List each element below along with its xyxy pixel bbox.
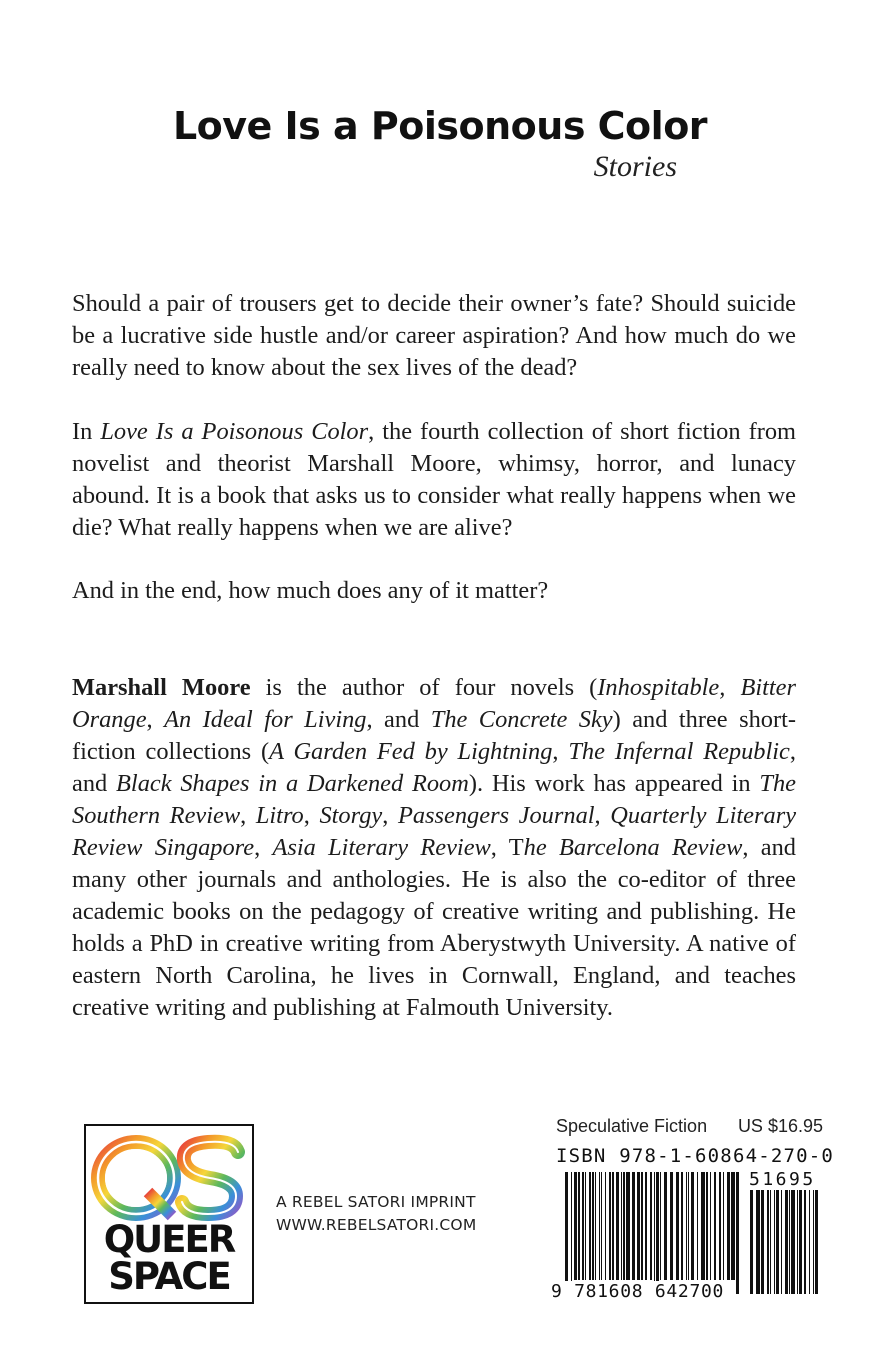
barcode-bar (664, 1172, 667, 1280)
qs-monogram-icon (86, 1126, 252, 1226)
barcode-bar (686, 1172, 687, 1280)
barcode-bar (609, 1172, 611, 1280)
price-label: US $16.95 (737, 1116, 823, 1136)
barcode-bar (641, 1172, 643, 1280)
barcode-bar (650, 1172, 652, 1280)
journal-title: Litro (255, 802, 304, 829)
bio-seg: , (594, 802, 611, 829)
barcode-bar (799, 1190, 802, 1294)
blurb-text-2 (72, 416, 796, 544)
journal-title: Passengers Journal (397, 802, 595, 829)
journal-title: Quarterly Literary Review Singapore (72, 802, 797, 861)
bio-seg: , (254, 834, 273, 861)
barcode-bar (645, 1172, 647, 1280)
collection-title: Black Shapes in a Darkened Room (116, 770, 469, 797)
collection-title: The Infernal Republic (568, 738, 790, 765)
ean-digits: 9 781608 642700 (551, 1281, 725, 1302)
bio-seg: ) and three short-fiction collections ( (72, 706, 796, 765)
isbn-label: ISBN 978-1-60864-270-0 (556, 1145, 835, 1167)
imprint-name: A REBEL SATORI IMPRINT (276, 1193, 476, 1211)
barcode-bar (731, 1172, 735, 1280)
barcode-bar (595, 1172, 596, 1280)
barcode-bar (706, 1172, 708, 1280)
barcode-bar (691, 1172, 694, 1280)
barcode-bar (616, 1172, 619, 1280)
barcode-bar (585, 1172, 586, 1280)
blurb-book-title: Love Is a Poisonous Color (100, 418, 369, 445)
barcode-bar (750, 1190, 753, 1294)
bio-seg: , (552, 738, 569, 765)
barcode-bar (626, 1172, 630, 1280)
addon-digits: 51695 (749, 1169, 816, 1190)
barcode-bar (599, 1172, 600, 1280)
book-subtitle: Stories (593, 150, 677, 183)
barcode-bar (723, 1172, 724, 1280)
publisher-info (276, 1191, 476, 1237)
barcode-bar (637, 1172, 640, 1280)
barcode-bar (736, 1172, 739, 1294)
bio-seg: is the author of four novels ( (250, 674, 598, 701)
author-bio-text (72, 672, 796, 1024)
blurb-body: , the fourth collection of short fiction from novelist and theorist Marshall Moore, whimsy, horror, and lunacy abound. It is a book that asks us to consider what really happens when we die? What really happens when we are alive? (72, 418, 796, 541)
blurb-text-3: And in the end, how much does any of it matter? (72, 577, 549, 604)
blurb-paragraph-3 (72, 575, 796, 607)
barcode-bar (623, 1172, 625, 1280)
barcode-bar (621, 1172, 622, 1280)
logo-word-space: SPACE (108, 1255, 230, 1298)
bio-seg: , (303, 802, 320, 829)
author-bio (72, 672, 796, 1024)
barcode-bar (815, 1190, 818, 1294)
qs-monogram-text: QS (86, 1126, 88, 1127)
barcode-bar (654, 1172, 655, 1294)
barcode-bar (670, 1172, 673, 1280)
bio-seg: , and many other journals and anthologies. He is also the co-editor of three academic books on the pedagogy of creative writing and publishing. He holds a PhD in creative writing from Aberystwyth University. A native of eastern North Carolina, he lives in Cornwall, England, and teaches creative writing and publishing at Falmouth University. (72, 834, 796, 1021)
logo-word-queer: QUEER (103, 1218, 235, 1261)
barcode-bar (632, 1172, 635, 1280)
barcode-bar (701, 1172, 705, 1280)
barcode-bar (809, 1190, 810, 1294)
barcode-bar (804, 1190, 806, 1294)
barcode-bar (676, 1172, 679, 1280)
ean-barcode (565, 1172, 745, 1294)
bio-seg: , T (490, 834, 524, 861)
journal-title: he Barcelona Review (523, 834, 743, 861)
blurb-text-1: Should a pair of trousers get to decide their owner’s fate? Should suicide be a lucrative side hustle and/or career aspiration? And how much do we really need to know about the sex lives of the dead? (72, 290, 796, 381)
barcode-bar (578, 1172, 580, 1280)
barcode-bar (656, 1172, 659, 1294)
barcode-bar (592, 1172, 594, 1280)
barcode-bar (612, 1172, 614, 1280)
blurb-prefix: In (72, 418, 101, 445)
barcode-bar (565, 1172, 568, 1294)
barcode-bar (697, 1172, 698, 1280)
price-addon-barcode (750, 1190, 824, 1294)
novel-title: Inhospitable, Bitter Orange (72, 674, 796, 733)
bio-seg: , (382, 802, 398, 829)
barcode-bar (785, 1190, 788, 1294)
novel-title: The Concrete Sky (430, 706, 613, 733)
barcode-bar (719, 1172, 721, 1280)
barcode-bar (761, 1190, 764, 1294)
barcode-bar (605, 1172, 606, 1280)
barcode-bar (774, 1190, 775, 1294)
barcode-bar (589, 1172, 591, 1280)
blurb-paragraph-1 (72, 288, 796, 384)
novel-title: An Ideal for Living (164, 706, 367, 733)
collection-title: A Garden Fed by Lightning (269, 738, 553, 765)
journal-title: The Southern Review (72, 770, 796, 829)
barcode-bar (813, 1190, 814, 1294)
barcode-bar (781, 1190, 782, 1294)
queer-space-logo (84, 1124, 254, 1304)
barcode-bar (756, 1190, 760, 1294)
bio-seg: , (240, 802, 256, 829)
journal-title: Asia Literary Review (272, 834, 491, 861)
bio-seg: ). His work has appeared in (468, 770, 760, 797)
barcode-bar (767, 1190, 769, 1294)
barcode-bar (582, 1172, 584, 1280)
barcode-bar (571, 1172, 572, 1294)
barcode-bar (727, 1172, 730, 1280)
barcode-bar (791, 1190, 795, 1294)
barcode-bar (797, 1190, 798, 1294)
barcode-bar (574, 1172, 577, 1280)
bio-seg: , and (366, 706, 431, 733)
barcode-bar (660, 1172, 661, 1280)
author-name: Marshall Moore (72, 674, 251, 701)
barcode-bar (776, 1190, 779, 1294)
blurb-paragraph-2 (72, 416, 796, 544)
book-title: Love Is a Poisonous Color (172, 104, 708, 148)
publisher-website: WWW.REBELSATORI.COM (276, 1216, 477, 1234)
genre-label: Speculative Fiction (556, 1116, 708, 1136)
barcode-bar (770, 1190, 771, 1294)
barcode-bar (714, 1172, 716, 1280)
bio-seg: , and (72, 738, 796, 797)
journal-title: Storgy (319, 802, 383, 829)
barcode-bar (681, 1172, 683, 1280)
barcode-bar (789, 1190, 790, 1294)
barcode-bar (710, 1172, 711, 1280)
bio-seg: , (146, 706, 165, 733)
barcode-bar (688, 1172, 689, 1280)
barcode-bar (601, 1172, 602, 1280)
